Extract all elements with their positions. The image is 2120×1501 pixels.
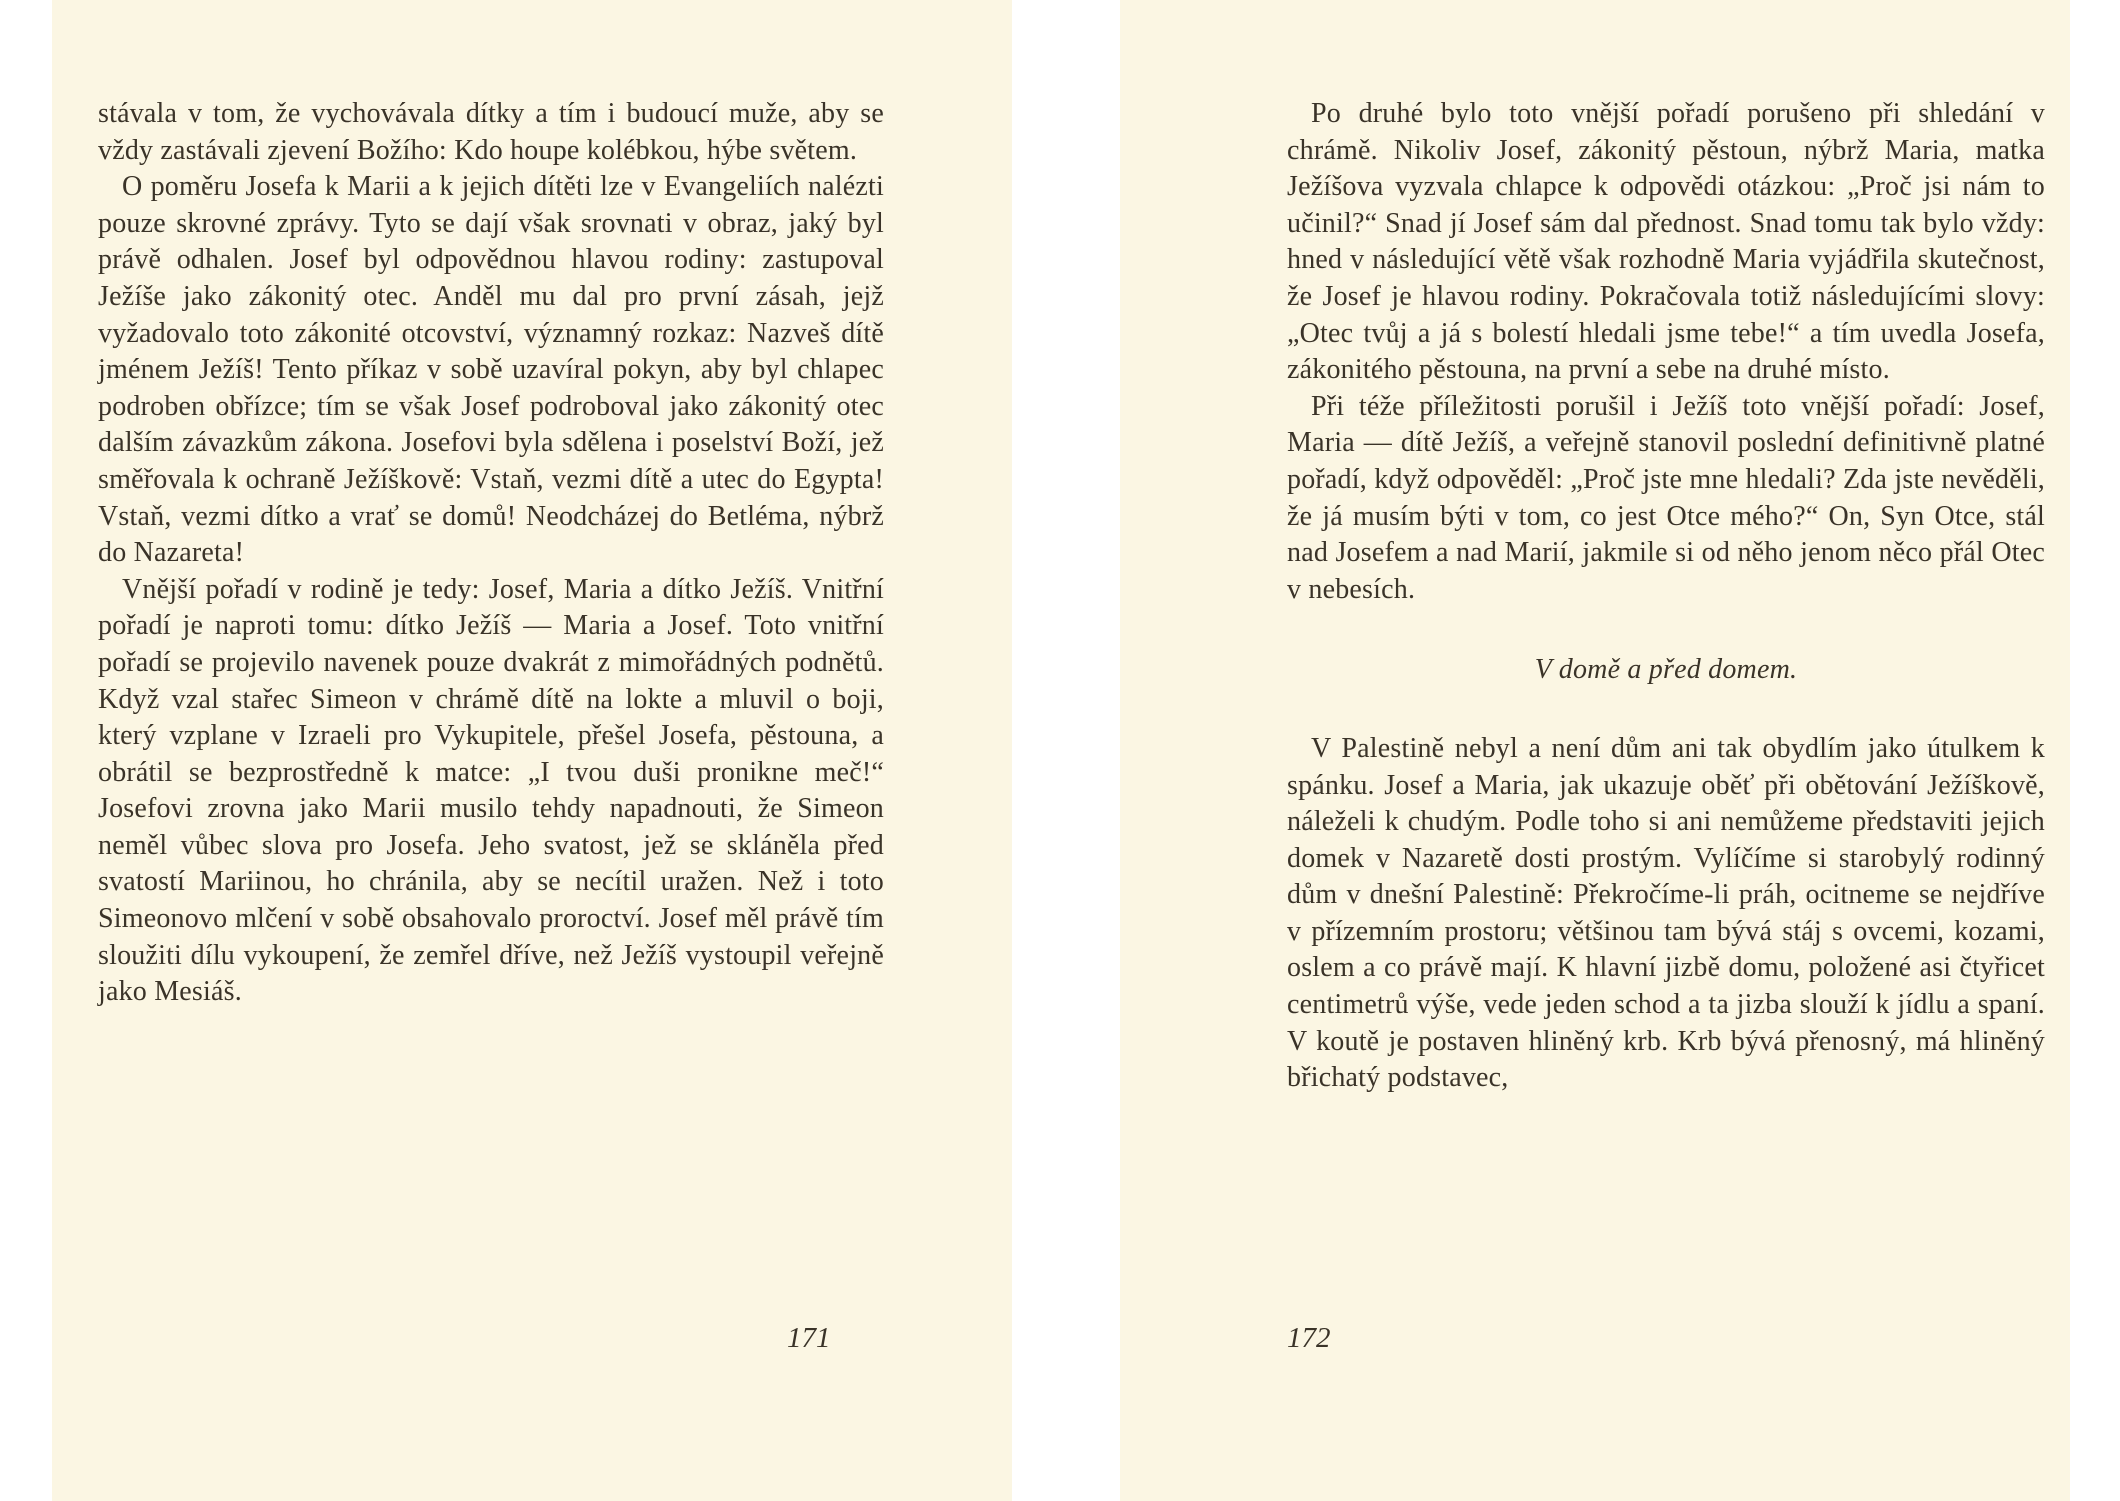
left-paragraph-1: stávala v tom, že vychovávala dítky a tím i budoucí muže, aby se vždy zastávali zjevení Božího: Kdo houpe kolébkou, hýbe světem. [98, 98, 884, 166]
left-page-text [98, 96, 884, 1011]
right-page [1120, 0, 2070, 1501]
right-paragraph-2: Při téže příležitosti porušil i Ježíš toto vnější pořadí: Josef, Maria — dítě Ježíš, a veřejně stanovil poslední definitivně platné pořadí, když odpověděl: „Proč jste mne hledali? Zda jste nevěděli, že já musím býti v tom, co jest Otce mého?“ On, Syn Otce, stál nad Josefem a nad Marií, jakmile si od něho jenom něco přál Otec v nebesích. [1287, 390, 2045, 605]
left-page [52, 0, 1012, 1501]
page-number-left: 171 [787, 1322, 831, 1354]
right-page-text [1287, 96, 2045, 1097]
section-heading: V domě a před domem. [1534, 654, 1798, 686]
page-number-right: 172 [1287, 1322, 1331, 1354]
left-paragraph-2: O poměru Josefa k Marii a k jejich dítěti lze v Evangeliích nalézti pouze skrovné zprávy. Tyto se dají však srovnati v obraz, jaký byl právě odhalen. Josef byl odpovědnou hlavou rodiny: zastupoval Ježíše jako zákonitý otec. Anděl mu dal pro první zásah, jejž vyžadovalo toto zákonité otcovství, významný rozkaz: Nazveš dítě jménem Ježíš! Tento příkaz v sobě uzavíral pokyn, aby byl chlapec podroben obřízce; tím se však Josef podroboval jako zákonitý otec dalším závazkům zákona. Josefovi byla sdělena i poselství Boží, jež směřovala k ochraně Ježíškově: Vstaň, vezmi dítě a utec do Egypta! Vstaň, vezmi dítko a vrať se domů! Neodcházej do Betléma, nýbrž do Nazareta! [98, 171, 884, 569]
right-paragraph-3: V Palestině nebyl a není dům ani tak obydlím jako útulkem k spánku. Josef a Maria, jak ukazuje oběť při obětování Ježíškově, náleželi k chudým. Podle toho si ani nemůžeme představiti jejich domek v Nazaretě dosti prostým. Vylíčíme si starobylý rodinný dům v dnešní Palestině: Překročíme-li práh, ocitneme se nejdříve v přízemním prostoru; většinou tam bývá stáj s ovcemi, kozami, oslem a co právě mají. K hlavní jizbě domu, položené asi čtyřicet centimetrů výše, vede jeden schod a ta jizba slouží k jídlu a spaní. V koutě je postaven hliněný krb. Krb bývá přenosný, má hliněný břichatý podstavec, [1287, 732, 2045, 1094]
left-paragraph-3: Vnější pořadí v rodině je tedy: Josef, Maria a dítko Ježíš. Vnitřní pořadí je naproti tomu: dítko Ježíš — Maria a Josef. Toto vnitřní pořadí se projevilo navenek pouze dvakrát z mimořádných podnětů. Když vzal stařec Simeon v chrámě dítě na lokte a mluvil o boji, který vzplane v Izraeli pro Vykupitele, přešel Josefa, pěstouna, a obrátil se bezprostředně k matce: „I tvou duši pronikne meč!“ Josefovi zrovna jako Marii musilo tehdy napadnouti, že Simeon neměl vůbec slova pro Josefa. Jeho svatost, jež se skláněla před svatostí Mariinou, ho chránila, aby se necítil uražen. Než i toto Simeonovo mlčení v sobě obsahovalo proroctví. Josef měl právě tím sloužiti dílu vykoupení, že zemřel dříve, než Ježíš vystoupil veřejně jako Mesiáš. [98, 573, 884, 1008]
right-paragraph-1: Po druhé bylo toto vnější pořadí porušeno při shledání v chrámě. Nikoliv Josef, zákonitý pěstoun, nýbrž Maria, matka Ježíšova vyzvala chlapce k odpovědi otázkou: „Proč jsi nám to učinil?“ Snad jí Josef sám dal přednost. Snad tomu tak bylo vždy: hned v následující větě však rozhodně Maria vyjádřila skutečnost, že Josef je hlavou rodiny. Pokračovala totiž následujícími slovy: „Otec tvůj a já s bolestí hledali jsme tebe!“ a tím uvedla Josefa, zákonitého pěstouna, na první a sebe na druhé místo. [1287, 98, 2045, 386]
